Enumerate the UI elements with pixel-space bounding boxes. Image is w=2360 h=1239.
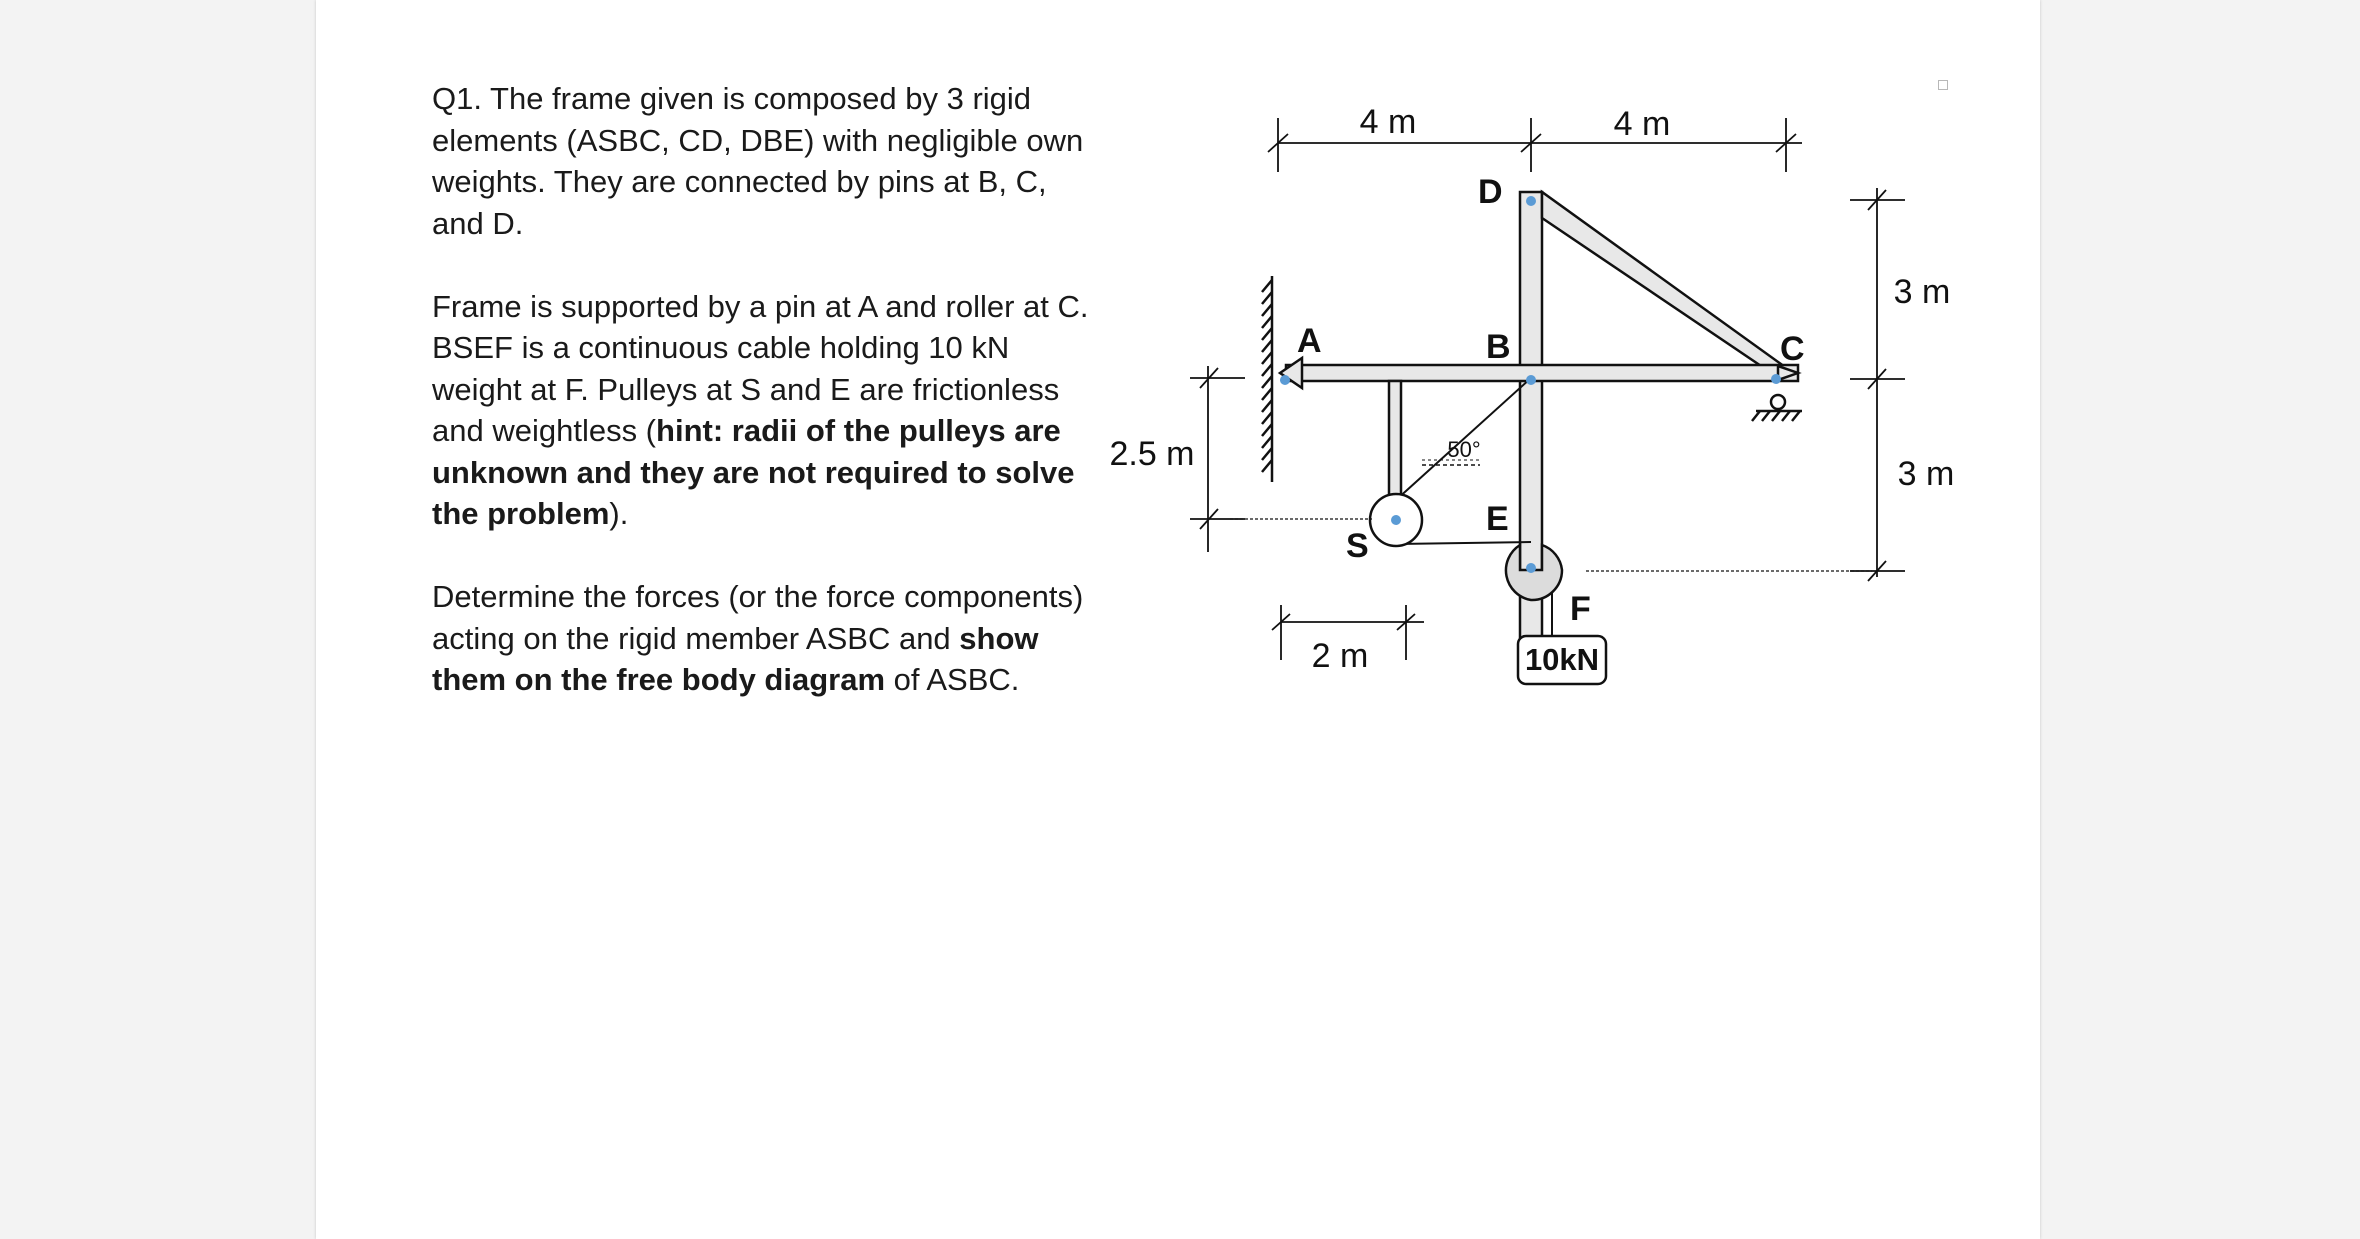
pin-D <box>1526 196 1536 206</box>
label-F: F <box>1570 590 1591 628</box>
member-CD <box>1542 192 1792 372</box>
question-intro: Q1. The frame given is composed by 3 rigid elements (ASBC, CD, DBE) with negligible own weights. They are connected by pins at B, C, and D. <box>432 81 1084 241</box>
hint-close: ). <box>609 496 629 531</box>
label-E: E <box>1486 500 1509 538</box>
pin-A <box>1280 375 1290 385</box>
dim-right-lower: 3 m <box>1897 455 1955 493</box>
corner-marker <box>1938 80 1948 90</box>
member-ASBC-horizontal <box>1286 365 1798 381</box>
label-C: C <box>1780 330 1805 368</box>
angle-label: 50° <box>1447 437 1481 462</box>
pin-E <box>1526 563 1536 573</box>
hint-text: hint: radii of the pulleys are unknown and they are not required to solve the problem <box>432 413 1075 531</box>
support-description: Frame is supported by a pin at A and roller at C. BSEF is a continuous cable holding 10 kN weight at F. Pulleys at S and E are frictionless and weightless ( <box>432 288 1089 448</box>
pin-C <box>1771 374 1781 384</box>
label-D: D <box>1478 173 1503 211</box>
task-end: of ASBC. <box>885 662 1020 697</box>
dim-bottom: 2 m <box>1311 637 1369 675</box>
frame-diagram <box>1090 90 1970 710</box>
question-paragraph-2 <box>432 286 1100 535</box>
label-B: B <box>1486 328 1511 366</box>
task-text: Determine the forces (or the force components) acting on the rigid member ASBC and <box>432 579 1084 656</box>
dim-left: 2.5 m <box>1109 435 1195 473</box>
question-paragraph-3 <box>432 576 1100 701</box>
dim-top-right: 4 m <box>1613 105 1671 143</box>
pin-B <box>1526 375 1536 385</box>
task-emphasis: show them on the free body diagram <box>432 620 1039 697</box>
dim-right-upper: 3 m <box>1893 273 1951 311</box>
question-paragraph-1 <box>432 78 1100 244</box>
pulley-S-center <box>1391 515 1401 525</box>
label-S: S <box>1346 527 1369 565</box>
label-A: A <box>1297 322 1322 360</box>
member-ASBC-stub <box>1389 381 1401 496</box>
question-text <box>432 78 1100 742</box>
load-label: 10kN <box>1524 642 1600 677</box>
wall-support <box>1262 276 1272 482</box>
dim-top-left: 4 m <box>1359 103 1417 141</box>
